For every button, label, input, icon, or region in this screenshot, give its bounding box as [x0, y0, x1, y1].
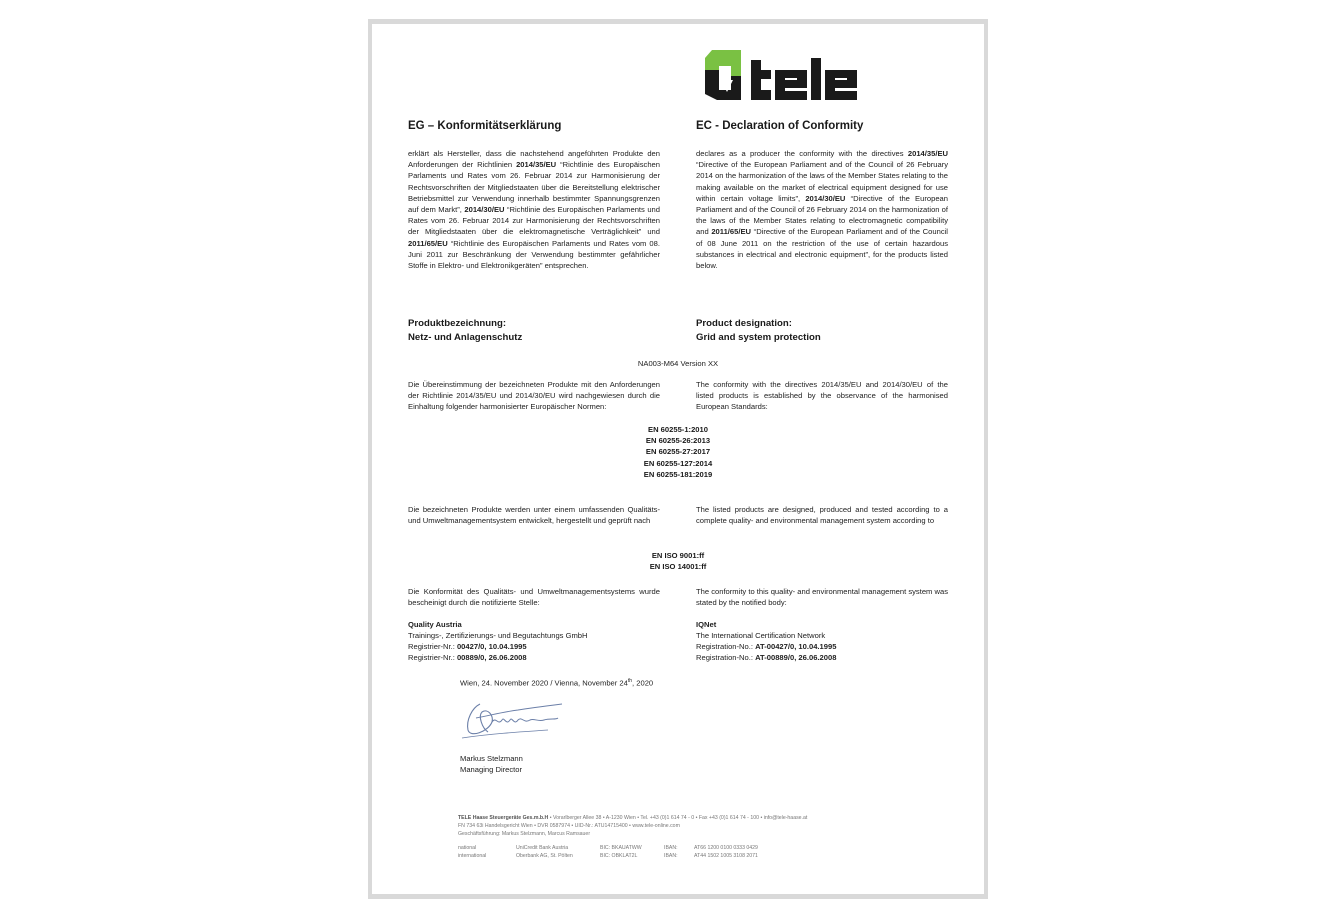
de-qms-intro: Die bezeichneten Produkte werden unter einem umfassenden Qualitäts- und Umweltmanagementsystem entwickelt, hergestellt und geprüft nach — [408, 505, 660, 526]
standard-item: EN 60255-181:2019 — [643, 469, 713, 479]
de-intro — [408, 148, 660, 271]
de-intro-text: “Richtlinie des Europäischen Parlaments und Rates vom 26. Februar 2014 zur Harmonisierung der Rechtsvorschriften der Mitgliedstaaten über die Bereitstellung elektrischer Betriebsmittel zur Verwendung innerhalb bestimmter Spannungsgrenzen auf dem Markt”, — [408, 160, 660, 215]
signer-block — [460, 753, 523, 775]
footer-line-2: FN 734 63i Handelsgericht Wien • DVR 0587974 • UID-Nr.: ATU14715400 • www.tele-online.com — [458, 823, 680, 830]
standard-item: EN 60255-127:2014 — [643, 458, 713, 468]
de-intro-text: “Richtlinie des Europäischen Parlaments und Rates vom 26. Februar 2014 zur Harmonisierung der Rechtsvorschriften der Mitgliedstaaten über die elektromagnetische Verträglichkeit” und — [408, 205, 660, 237]
de-directive-rohs: 2011/65/EU — [408, 238, 448, 248]
place-date — [460, 676, 653, 689]
standard-item: EN 60255-26:2013 — [645, 436, 711, 446]
de-body-subtitle: Trainings-, Zertifizierungs- und Begutachtungs GmbH — [408, 631, 588, 640]
de-registration-2 — [408, 652, 588, 663]
bank-name: UniCredit Bank Austria — [516, 844, 569, 851]
en-body-name: IQNet — [696, 620, 717, 629]
en-intro — [696, 148, 948, 271]
bank-iban: AT66 1200 0100 0333 0429 — [694, 844, 758, 851]
signature-image — [458, 698, 578, 742]
en-intro-text: declares as a producer the conformity with the directives — [696, 149, 908, 158]
en-reg-value: AT-00889/0, 26.06.2008 — [755, 653, 837, 662]
en-intro-text: “Directive of the European Parliament and of the Council of 26 February 2014 on the harmonization of the laws of the Member States relating to the making available on the market of electrical equipment designed for use within certain voltage limits”, — [696, 160, 948, 203]
en-notified-body — [696, 619, 836, 663]
de-intro-text: erklärt als Hersteller, dass die nachstehend angeführten Produkte den Anforderungen der Richtlinien — [408, 149, 660, 170]
footer-line-1 — [458, 814, 807, 822]
footer-bank-row — [458, 852, 807, 860]
footer-line-3: Geschäftsführung: Markus Stelzmann, Marcus Ramsauer — [458, 831, 591, 838]
de-registration-1 — [408, 641, 588, 652]
place-date-suffix: th — [627, 678, 633, 684]
de-intro-text: “Richtlinie des Europäischen Parlaments und Rates vom 08. Juni 2011 zur Beschränkung der Verwendung bestimmter gefährlicher Stoffe in Elektro- und Elektronikgeräten” entsprechen. — [408, 238, 660, 271]
en-designation-label: Product designation: — [696, 318, 792, 329]
iso-standards-list — [372, 550, 984, 572]
de-designation — [408, 317, 522, 344]
en-reg-value: AT-00427/0, 10.04.1995 — [755, 642, 837, 651]
en-notified-intro: The conformity to this quality- and environmental management system was stated by the notified body: — [696, 587, 948, 608]
bank-iban-label: IBAN: — [664, 852, 678, 859]
en-heading: EC - Declaration of Conformity — [696, 120, 864, 132]
en-directive-rohs: 2011/65/EU — [711, 227, 752, 237]
tele-logo-icon — [703, 50, 885, 106]
bank-iban: AT44 1502 1005 3108 2071 — [694, 852, 758, 859]
footer-bank-row — [458, 844, 807, 852]
signer-name: Markus Stelzmann — [460, 754, 523, 763]
bank-bic: BIC: BKAUATWW — [600, 844, 642, 851]
de-standards-intro: Die Übereinstimmung der bezeichneten Produkte mit den Anforderungen der Richtlinie 2014/35/EU und 2014/30/EU wird nachgewiesen durch die Einhaltung folgender harmonisierter Europäischer Normen: — [408, 380, 660, 412]
iso-standard-item: EN ISO 14001:ff — [649, 562, 707, 572]
en-designation — [696, 317, 821, 344]
bank-name: Oberbank AG, St. Pölten — [516, 852, 573, 859]
standard-item: EN 60255-27:2017 — [645, 447, 711, 457]
en-body-subtitle: The International Certification Network — [696, 631, 826, 640]
de-reg-value: 00427/0, 10.04.1995 — [456, 642, 527, 651]
de-reg-label: Registrier-Nr.: — [408, 642, 457, 651]
standard-item: EN 60255-1:2010 — [648, 425, 708, 434]
tele-logo — [703, 50, 885, 106]
en-reg-label: Registration-No.: — [696, 642, 756, 651]
en-registration-1 — [696, 641, 836, 652]
en-standards-intro: The conformity with the directives 2014/35/EU and 2014/30/EU of the listed products is established by the observance of the harmonised European Standards: — [696, 380, 948, 412]
footer-company: TELE Haase Steuergeräte Ges.m.b.H — [458, 815, 549, 821]
bank-scope: national — [458, 844, 477, 851]
en-directive-lvd: 2014/35/EU — [907, 149, 948, 158]
en-intro-text: “Directive of the European Parliament and of the Council of 08 June 2011 on the restriction of the use of certain hazardous substances in electrical and electronic equipment”, for the products listed below. — [696, 227, 948, 271]
en-intro-text: “Directive of the European Parliament and of the Council of 26 February 2014 on the harmonization of the laws of the Member States relating to electromagnetic compatibility and — [696, 193, 948, 237]
bank-iban-label: IBAN: — [664, 844, 678, 851]
de-directive-lvd: 2014/35/EU — [516, 160, 557, 170]
bank-scope: international — [458, 852, 487, 859]
iso-standard-item: EN ISO 9001:ff — [651, 551, 705, 560]
harmonised-standards-list — [372, 424, 984, 480]
en-reg-label: Registration-No.: — [696, 653, 756, 662]
footer-address: • Vorarlberger Allee 38 • A-1230 Wien • Tel. +43 (0)1 614 74 - 0 • Fax +43 (0)1 614 74 - 100 • info@tele-haase.at — [548, 815, 808, 821]
de-designation-value: Netz- und Anlagenschutz — [408, 331, 523, 343]
en-registration-2 — [696, 652, 836, 663]
en-designation-value: Grid and system protection — [696, 331, 821, 343]
bank-bic: BIC: OBKLAT2L — [600, 852, 638, 859]
footer — [458, 814, 807, 860]
signer-title: Managing Director — [460, 765, 523, 774]
de-notified-body — [408, 619, 588, 663]
en-qms-intro: The listed products are designed, produced and tested according to a complete quality- and environmental management system according to — [696, 505, 948, 526]
de-reg-value: 00889/0, 26.06.2008 — [456, 653, 527, 662]
de-body-name: Quality Austria — [408, 620, 462, 629]
de-heading: EG – Konformitätserklärung — [408, 120, 562, 132]
en-directive-emc: 2014/30/EU — [805, 193, 846, 203]
de-designation-label: Produktbezeichnung: — [408, 318, 507, 329]
document-page — [372, 24, 984, 894]
de-reg-label: Registrier-Nr.: — [408, 653, 457, 662]
de-notified-intro: Die Konformität des Qualitäts- und Umweltmanagementsystems wurde bescheinigt durch die notifizierte Stelle: — [408, 587, 660, 608]
de-directive-emc: 2014/30/EU — [464, 205, 505, 215]
product-code: NA003-M64 Version XX — [637, 359, 719, 368]
place-date-year: , 2020 — [632, 678, 654, 688]
place-date-text: Wien, 24. November 2020 / Vienna, November 24 — [460, 678, 628, 688]
